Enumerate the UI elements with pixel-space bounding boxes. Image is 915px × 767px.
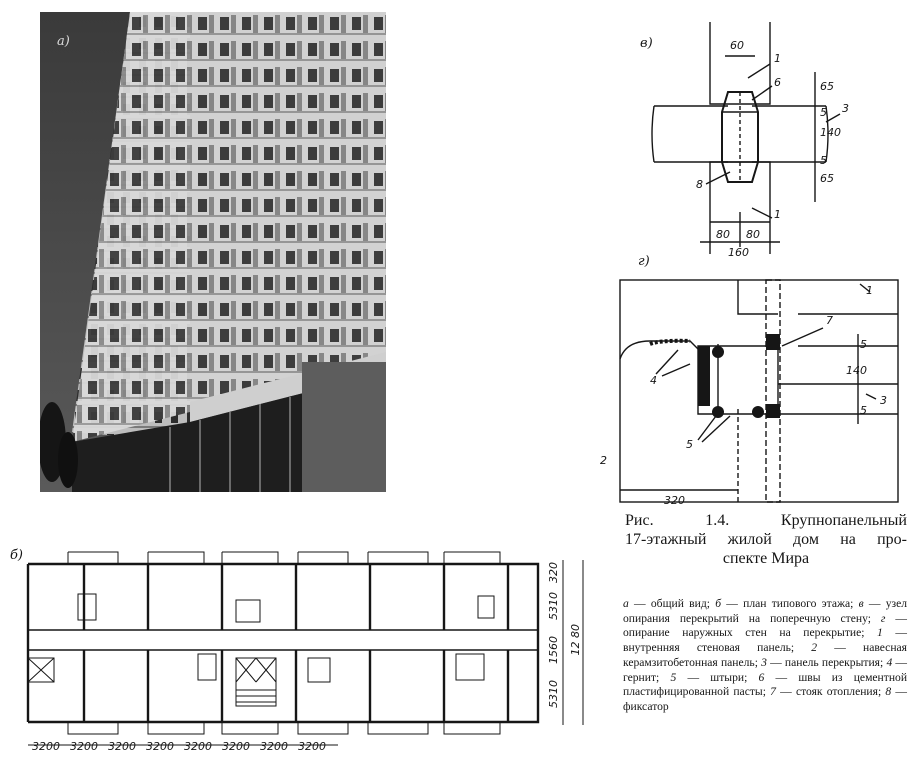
legend-item: 3 — панель перекрытия; — [761, 655, 884, 669]
dim-v-r2: 5 — [820, 106, 827, 119]
dim-g-r3: 5 — [860, 404, 867, 417]
detail-v — [640, 22, 870, 262]
callout-v-6: 6 — [774, 76, 781, 89]
figure-caption — [625, 511, 907, 568]
legend-item: в — узел опирания перекрытий на поперечную стену; — [623, 597, 908, 625]
dim-plan-right-b: 5310 — [547, 592, 560, 620]
dim-plan-bottom-1: 3200 — [32, 740, 60, 753]
legend-item: 8 — фиксатор — [623, 685, 907, 713]
panel-label-a: а) — [57, 34, 70, 49]
dim-plan-bottom-3: 3200 — [108, 740, 136, 753]
dim-v-r4: 5 — [820, 154, 827, 167]
panel-label-v: в) — [640, 36, 653, 51]
dim-plan-right-total: 12 80 — [569, 624, 582, 656]
dim-v-r1: 65 — [820, 80, 834, 93]
dim-g-bottom: 320 — [664, 494, 685, 507]
callout-g-3: 3 — [880, 394, 887, 407]
legend-item: 4 — гернит; — [623, 655, 908, 684]
callout-g-7: 7 — [826, 314, 833, 327]
callout-g-4: 4 — [650, 374, 657, 387]
dim-plan-bottom-5: 3200 — [184, 740, 212, 753]
callout-g-1: 1 — [866, 284, 873, 297]
caption-line-1: Рис. 1.4. Крупнопанельный — [625, 512, 907, 529]
callout-g-5: 5 — [686, 438, 693, 451]
panel-label-b: б) — [10, 548, 24, 563]
building-photo — [40, 12, 386, 492]
dim-plan-right-d: 5310 — [547, 680, 560, 708]
floor-plan — [8, 540, 593, 760]
dim-plan-bottom-4: 3200 — [146, 740, 174, 753]
legend-item: 1 — внутренняя стеновая панель; — [623, 626, 907, 655]
callout-v-1-bottom: 1 — [774, 208, 781, 221]
dim-g-r1: 5 — [860, 338, 867, 351]
legend-item: б — план типового этажа; — [715, 597, 854, 610]
dim-v-bottom-left: 80 — [716, 228, 730, 241]
dim-v-r3: 140 — [820, 126, 841, 139]
callout-v-3: 3 — [842, 102, 849, 115]
detail-v-drawing — [640, 22, 870, 262]
dim-plan-right-a: 320 — [547, 562, 560, 583]
dim-plan-bottom-6: 3200 — [222, 740, 250, 753]
legend-item: а — общий вид; — [623, 597, 710, 610]
floor-plan-drawing — [8, 540, 593, 760]
detail-g — [598, 254, 908, 514]
callout-v-8: 8 — [696, 178, 703, 191]
dim-v-bottom-total: 160 — [728, 246, 749, 259]
caption-line-3: спекте Мира — [722, 550, 810, 567]
legend-item: 5 — штыри; — [670, 670, 748, 684]
legend-item: 6 — швы из цементной пластифицированной пасты; — [623, 670, 908, 699]
detail-g-drawing — [598, 254, 908, 514]
building-photo-drawing — [40, 12, 386, 492]
figure-legend — [623, 597, 907, 715]
dim-plan-bottom-8: 3200 — [298, 740, 326, 753]
callout-g-2: 2 — [600, 454, 607, 467]
dim-v-bottom-right: 80 — [746, 228, 760, 241]
dim-v-r5: 65 — [820, 172, 834, 185]
callout-v-1-top: 1 — [774, 52, 781, 65]
panel-label-g: г) — [638, 254, 650, 269]
dim-plan-bottom-2: 3200 — [70, 740, 98, 753]
dim-v-top: 60 — [730, 39, 744, 52]
legend-item: 7 — стояк отопления; — [770, 685, 882, 699]
caption-line-2: 17-этажный жилой дом на про- — [625, 531, 907, 548]
dim-plan-right-c: 1560 — [547, 636, 560, 664]
dim-plan-bottom-7: 3200 — [260, 740, 288, 753]
legend-item: 2 — навесная керамзитобетонная панель; — [623, 641, 908, 669]
dim-g-r2: 140 — [846, 364, 867, 377]
legend-item: г — опирание наружных стен на перекрытие; — [623, 611, 907, 640]
